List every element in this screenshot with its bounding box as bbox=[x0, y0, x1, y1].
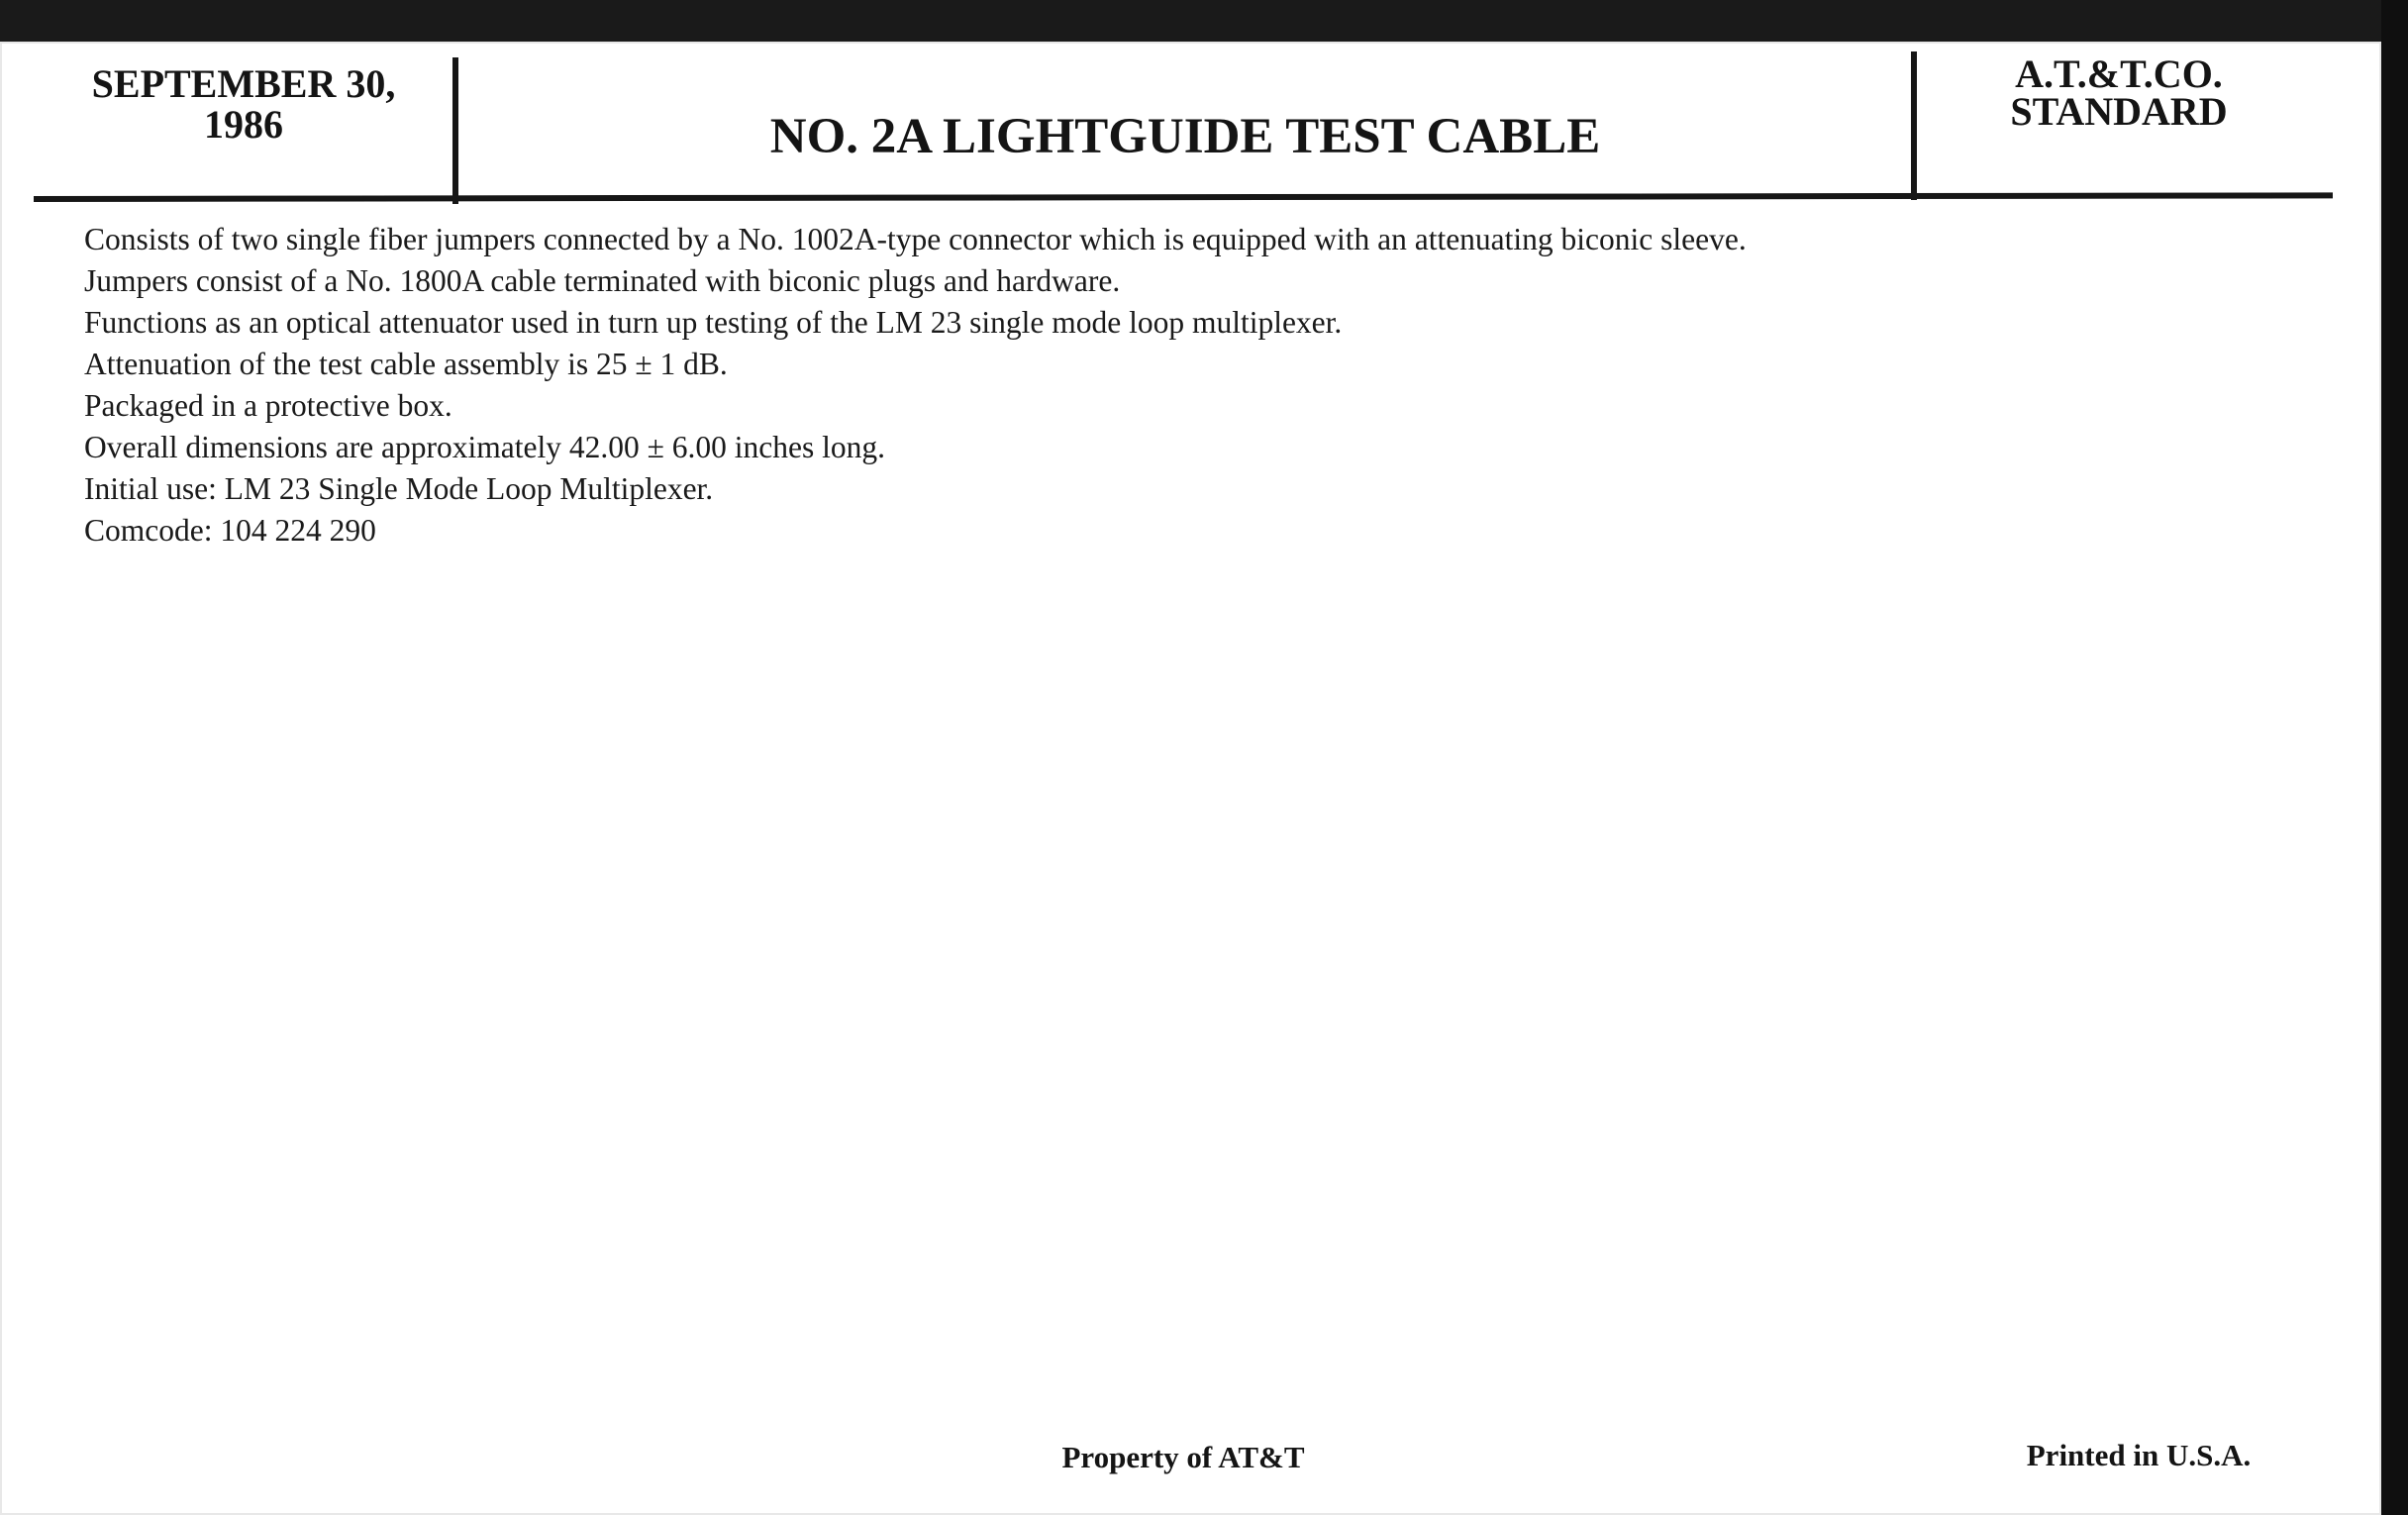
footer-property: Property of AT&T bbox=[1061, 1440, 1305, 1474]
header-date-line1: SEPTEMBER 30, bbox=[91, 61, 396, 106]
description-line: Jumpers consist of a No. 1800A cable terminated with biconic plugs and hardware. bbox=[84, 263, 1121, 298]
description-line: Packaged in a protective box. bbox=[84, 388, 452, 423]
description-lines bbox=[84, 219, 2262, 552]
description-line: Attenuation of the test cable assembly is 25 ± 1 dB. bbox=[84, 347, 728, 381]
header-standard bbox=[1921, 51, 2317, 134]
header-date bbox=[34, 63, 453, 145]
header-divider-right bbox=[1911, 51, 1917, 200]
description-line: Consists of two single fiber jumpers connected by a No. 1002A-type connector which is equipped with an attenuating biconic sleeve. bbox=[84, 222, 1747, 256]
description-line: Comcode: 104 224 290 bbox=[84, 513, 376, 548]
footer-printed: Printed in U.S.A. bbox=[2026, 1438, 2252, 1472]
description-line: Overall dimensions are approximately 42.00 ± 6.00 inches long. bbox=[84, 430, 885, 464]
document-title: NO. 2A LIGHTGUIDE TEST CABLE bbox=[769, 109, 1601, 164]
header-date-line2: 1986 bbox=[204, 102, 283, 147]
description-line: Initial use: LM 23 Single Mode Loop Multiplexer. bbox=[84, 471, 714, 506]
description-line: Functions as an optical attenuator used in turn up testing of the LM 23 single mode loop multiplexer. bbox=[84, 305, 1343, 340]
header-standard-line1: A.T.&T.CO. bbox=[2015, 51, 2223, 96]
scan-border bbox=[2381, 0, 2408, 1515]
header-standard-line2: STANDARD bbox=[2010, 89, 2228, 134]
